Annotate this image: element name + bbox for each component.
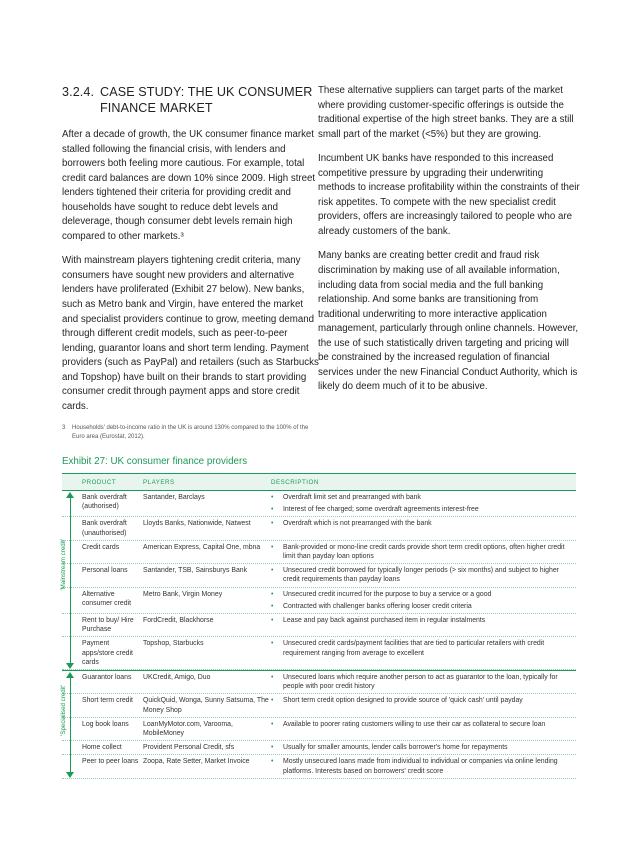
description-bullet: • Interest of fee charged; some overdraft agreements interest-free xyxy=(271,505,576,514)
header-product: PRODUCT xyxy=(82,478,117,486)
table-row xyxy=(62,755,576,778)
description-bullet: • Contracted with challenger banks offering looser credit criteria xyxy=(271,602,576,611)
table-row xyxy=(62,588,576,614)
description-bullet: • Unsecured loans which require another person to act as guarantor to the loan, typically for people with poor credit history xyxy=(271,673,576,691)
table-row xyxy=(62,741,576,755)
table-row xyxy=(62,637,576,670)
cell-product: Bank overdraft (unauthorised) xyxy=(82,520,127,537)
left-column xyxy=(62,84,319,442)
section-number: 3.2.4. xyxy=(62,85,95,99)
section-title: CASE STUDY: THE UK CONSUMER FINANCE MARKET xyxy=(100,85,313,115)
right-column xyxy=(318,84,580,405)
mainstream-group xyxy=(62,491,576,670)
cell-players: Topshop, Starbucks xyxy=(143,640,204,648)
cell-description xyxy=(269,614,576,636)
paragraph: With mainstream players tightening credit criteria, many consumers have sought new providers and alternative lenders have proliferated (Exhibit 27 below). New banks, such as Metro bank and Virgin, have entered the market and specialist providers continue to grow, meeting demand through different credit models, such as peer-to-peer lending, guarantor loans and short term lending. Payment providers (such as PayPal) and retailers (such as Starbucks and Topshop) have built on their brands to start providing consumer credit through payment apps and store credit cards. xyxy=(62,255,319,412)
cell-product: Peer to peer loans xyxy=(82,758,139,766)
table-row xyxy=(62,541,576,564)
cell-players: Provident Personal Credit, sfs xyxy=(143,744,235,752)
cell-description xyxy=(269,718,576,740)
exhibit-title: Exhibit 27: UK consumer finance providers xyxy=(62,456,248,467)
table-header xyxy=(62,473,576,491)
table-row xyxy=(62,718,576,741)
exhibit-table xyxy=(62,456,576,779)
cell-description xyxy=(269,491,576,516)
cell-players: American Express, Capital One, mbna xyxy=(143,543,261,551)
cell-product: Alternative consumer credit xyxy=(82,590,132,607)
description-bullet: • Mostly unsecured loans made from individual to individual or companies via online lending platforms. Interests based on borrowers' credit score xyxy=(271,757,576,775)
cell-product: Payment apps/store credit cards xyxy=(82,640,133,666)
cell-description xyxy=(269,588,576,613)
cell-players: UKCredit, Amigo, Duo xyxy=(143,674,211,682)
description-bullet: • Usually for smaller amounts, lender calls borrower's home for repayments xyxy=(271,743,576,752)
header-players: PLAYERS xyxy=(143,478,175,486)
table-row xyxy=(62,671,576,694)
table-row xyxy=(62,614,576,637)
description-bullet: • Short term credit option designed to provide source of 'quick cash' until payday xyxy=(271,696,576,705)
description-bullet: • Overdraft which is not prearranged with the bank xyxy=(271,519,576,528)
description-bullet: • Unsecured credit borrowed for typically longer periods (> six months) and subject to higher credit requirements than payday loans xyxy=(271,566,576,584)
arrow-down-icon xyxy=(66,772,74,778)
cell-product: Home collect xyxy=(82,744,122,752)
footnote-number: 3 xyxy=(62,425,66,432)
group-label-specialised: 'Specialised credit' xyxy=(60,685,67,736)
cell-description xyxy=(269,541,576,563)
cell-product: Rent to buy/ Hire Purchase xyxy=(82,617,134,634)
table-row xyxy=(62,491,576,517)
arrow-down-icon xyxy=(66,663,74,669)
group-label-mainstream: 'Mainstream credit' xyxy=(60,539,67,591)
description-bullet: • Overdraft limit set and prearranged with bank xyxy=(271,493,576,502)
section-heading xyxy=(62,84,319,116)
cell-players: QuickQuid, Wonga, Sunny Satsuma, The Money Shop xyxy=(143,697,269,714)
header-description: DESCRIPTION xyxy=(271,478,319,486)
cell-players: Lloyds Banks, Nationwide, Natwest xyxy=(143,520,251,528)
group-line xyxy=(70,677,71,773)
paragraph: Incumbent UK banks have responded to this increased competitive pressure by upgrading their underwriting methods to increase profitability within the constraints of their risk appetites. To compete with the new specialist credit providers, offers are increasingly tailored to people who are already customers of the bank. xyxy=(318,153,580,237)
table-row xyxy=(62,517,576,540)
cell-players: LoanMyMotor.com, Varooma, MobileMoney xyxy=(143,720,233,738)
paragraph: After a decade of growth, the UK consumer finance market stalled following the financial crisis, with lenders and borrowers both feeling more cautious. For example, total credit card balances are down 10% since 2009. High street lenders tightened their criteria for providing credit and households have sought to reduce debt levels and deleverage, though consumer debt levels remain high compared to other markets.³ xyxy=(62,129,316,242)
paragraph: Many banks are creating better credit and fraud risk discrimination by making use of all available information, including data from social media and the full banking relationship. And some banks are transitioning from traditional underwriting to more interactive application management, particularly through online channels. However, the use of such statistically driven targeting and pricing will be constrained by the increased regulation of financial services under the new Financial Conduct Authority, which is likely do deem much of it to be abusive. xyxy=(318,250,579,393)
cell-players: FordCredit, Blackhorse xyxy=(143,617,214,625)
footnote xyxy=(62,424,319,442)
cell-product: Log book loans xyxy=(82,720,129,728)
cell-players: Zoopa, Rate Setter, Market Invoice xyxy=(143,758,250,766)
description-bullet: • Bank-provided or mono-line credit cards provide short term credit options, often higher credit limit than payday loan options xyxy=(271,543,576,561)
description-bullet: • Available to poorer rating customers willing to use their car as collateral to secure loan xyxy=(271,720,576,729)
cell-product: Credit cards xyxy=(82,543,120,551)
table-row xyxy=(62,694,576,717)
cell-product: Personal loans xyxy=(82,567,128,575)
cell-product: Short term credit xyxy=(82,697,133,705)
cell-description xyxy=(269,741,576,754)
cell-players: Santander, Barclays xyxy=(143,494,205,501)
table-row xyxy=(62,564,576,587)
cell-description xyxy=(269,564,576,586)
group-line xyxy=(70,497,71,664)
footnote-text: Households' debt-to-income ratio in the UK is around 130% compared to the 100% of the Euro area (Eurostat, 2012). xyxy=(72,425,309,441)
cell-product: Bank overdraft (authorised) xyxy=(82,494,127,511)
description-bullet: • Unsecured credit cards/payment facilities that are tied to particular retailers with credit requirement ranging from average to excellent xyxy=(271,639,576,657)
cell-players: Metro Bank, Virgin Money xyxy=(143,590,223,598)
cell-description xyxy=(269,637,576,669)
cell-description xyxy=(269,694,576,716)
cell-product: Guarantor loans xyxy=(82,674,132,682)
specialised-group xyxy=(62,671,576,779)
cell-description xyxy=(269,671,576,693)
cell-players: Santander, TSB, Sainsburys Bank xyxy=(143,567,248,575)
description-bullet: • Lease and pay back against purchased item in regular instalments xyxy=(271,616,576,625)
paragraph: These alternative suppliers can target parts of the market where providing customer-specific offerings is outside the traditional expertise of the high street banks. They are a still small part of the market (<5%) but they are growing. xyxy=(318,85,574,140)
description-bullet: • Unsecured credit incurred for the purpose to buy a service or a good xyxy=(271,590,576,599)
cell-description xyxy=(269,755,576,777)
cell-description xyxy=(269,517,576,539)
